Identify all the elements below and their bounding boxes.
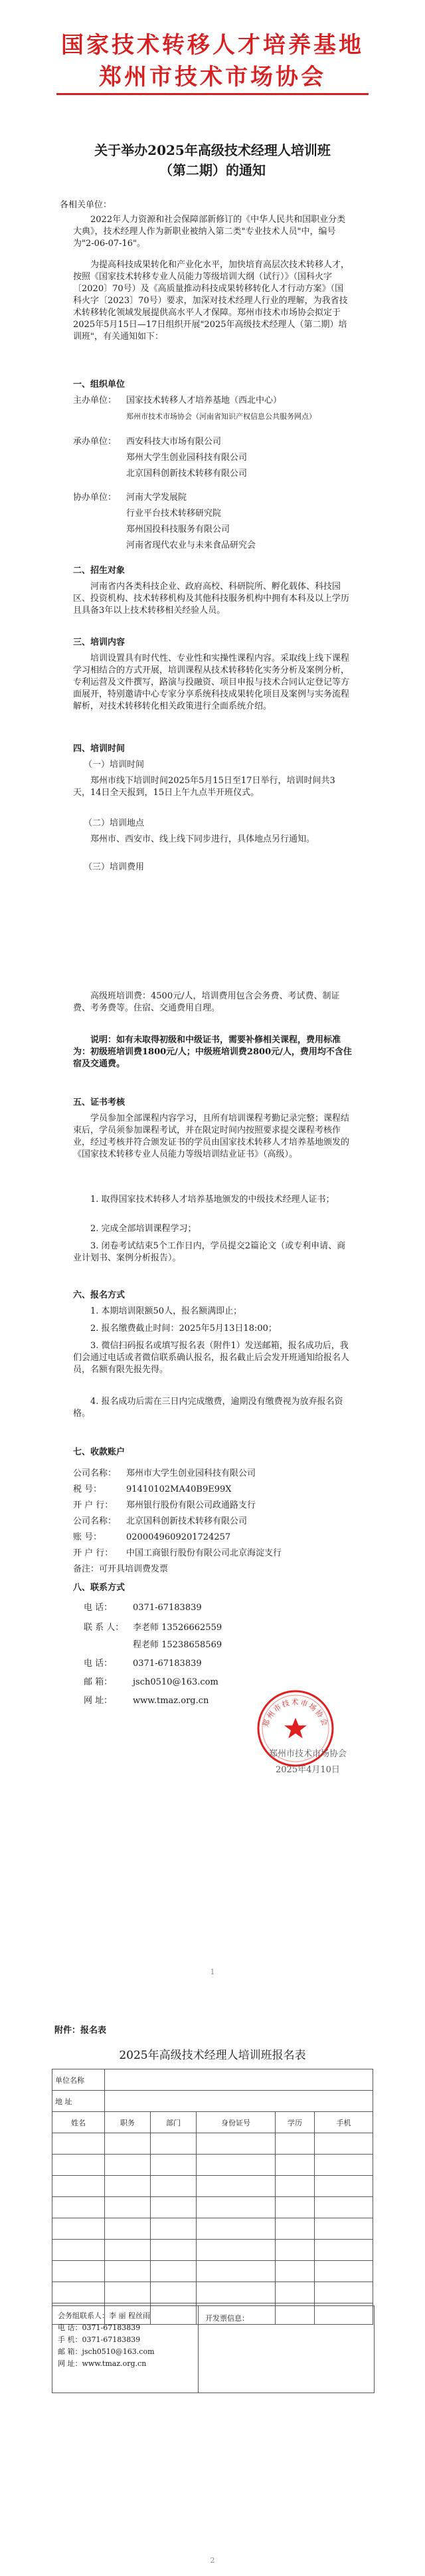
cell[interactable]: [52, 2155, 105, 2176]
s8-site: www.tmaz.org.cn: [133, 1696, 209, 1706]
col-education: 学历: [276, 2112, 315, 2133]
cell[interactable]: [151, 2176, 197, 2197]
s1-organizer-label: 承办单位：: [73, 437, 117, 447]
cell[interactable]: [276, 2176, 315, 2197]
s7-row-1-label: 公司名称：: [73, 1468, 117, 1478]
doc-title-line1: 关于举办2025年高级技术经理人培训班: [94, 142, 331, 158]
s6-heading: 六、报名方式: [73, 1290, 126, 1300]
cell[interactable]: [105, 2261, 151, 2282]
s5-item-1: 1. 取得国家技术转移人才培养基地颁发的中级技术经理人证书；: [90, 1195, 335, 1205]
cell[interactable]: [315, 2282, 373, 2303]
cell[interactable]: [197, 2176, 276, 2197]
cell[interactable]: [197, 2133, 276, 2155]
cell[interactable]: [197, 2261, 276, 2282]
cell[interactable]: [315, 2261, 373, 2282]
table-row: [52, 2176, 373, 2197]
s4-fee-label: （三）培训费用: [84, 862, 145, 872]
cell[interactable]: [105, 2133, 151, 2155]
s6-item-3: 3. 微信扫码报名或填写报名表（附件1）发送邮箱，报名成功后，我们会通过电话或者微信联系确认报名，报名截止后会发开班通知给报名人员，名额有限先报先得。: [73, 1341, 350, 1375]
annex-label: 附件：报名表: [54, 2026, 107, 2036]
table-row: [52, 2091, 373, 2112]
table-header-row: [52, 2112, 373, 2133]
s7-row-2-value: 91410102MA40B9E99X: [126, 1484, 232, 1494]
cell[interactable]: [276, 2197, 315, 2218]
page-number-2: 2: [210, 2556, 215, 2565]
col-phone: 手机: [315, 2112, 373, 2133]
cell[interactable]: [151, 2240, 197, 2261]
s4-time-label: （一）培训时间: [84, 760, 145, 770]
s7-row-6-value: 中国工商银行股份有限公司北京海淀支行: [126, 1548, 282, 1558]
s7-note: 备注：可开具培训费发票: [73, 1564, 169, 1574]
cell[interactable]: [151, 2133, 197, 2155]
seal-text: 郑州市技术市场协会: [261, 1698, 330, 1728]
cell[interactable]: [52, 2282, 105, 2303]
organizer-contact-block: [52, 2306, 199, 2393]
s3-body: 培训设置具有时代性、专业性和实操性课程内容。采取线上线下课程学习相结合的方式开展，培训课程从技术转移转化实务分析及案例分析，专利运营及文件撰写，路演与投融资、项目申报与技术合同认定登记等方面展开，特别邀请中心专家分享系统科技成果转化项目及案例与实务流程解析，对技术转移转化相关政策进行全面系统介绍。: [73, 653, 350, 711]
cell[interactable]: [276, 2133, 315, 2155]
cell[interactable]: [151, 2282, 197, 2303]
address-value-cell[interactable]: [105, 2091, 373, 2112]
s1-co-1: 河南大学发展院: [126, 493, 187, 503]
col-name: 姓名: [52, 2112, 105, 2133]
cell[interactable]: [315, 2133, 373, 2155]
s1-heading: 一、组织单位: [73, 380, 126, 390]
s8-email-label: 邮 箱：: [84, 1677, 113, 1687]
cell[interactable]: [276, 2261, 315, 2282]
s2-heading: 二、招生对象: [73, 566, 126, 576]
table-row: [52, 2240, 373, 2261]
cell[interactable]: [52, 2133, 105, 2155]
intro-para-1: 2022年人力资源和社会保障部新修订的《中华人民共和国职业分类大典》，技术经理人作为新职业被纳入第二类"专业技术人员"中，编号为"2-06-07-16"。: [73, 215, 346, 249]
unit-value-cell[interactable]: [105, 2069, 373, 2091]
page-number-1: 1: [210, 1968, 215, 1976]
s4-heading: 四、培训时间: [73, 744, 126, 754]
footer-line-2: 电 话：0371-67183839: [58, 2323, 141, 2332]
s4-place-body: 郑州市、西安市、线上线下同步进行，具体地点另行通知。: [90, 834, 315, 844]
s1-co-2: 行业平台技术转移研究院: [126, 509, 222, 519]
intro-para-2: 为提高科技成果转化和产业化水平，加快培育高层次技术转移人才，按照《国家技术转移专业人员能力等级培训大纲（试行）》（国科火字〔2020〕70号）及《高质量推动科技成果转移转化人才行动方案》（国科火字〔2023〕70号）要求，加深对技术经理人行业的理解，为我省技术转移转化领域发展提供高水平人才保障。郑州市技术市场协会拟定于2025年5月15日—17日组织开展"2025年高级技术经理人（第二期）培训班"，有关通知如下：: [73, 260, 350, 342]
s2-body: 河南省内各类科技企业、政府高校、科研院所、孵化载体、科技园区、投资机构、技术转移机构及其他科技服务机构中拥有本科及以上学历且具备3年以上技术转移相关经验人员。: [73, 582, 350, 616]
table-row: [52, 2069, 373, 2091]
s7-row-5-value: 0200049609201724257: [126, 1532, 231, 1542]
unit-label: 单位名称: [52, 2069, 105, 2091]
s1-organizer-3: 北京国科创新技术转移有限公司: [126, 469, 248, 479]
s5-item-2: 2. 完成全部培训课程学习；: [90, 1224, 197, 1234]
cell[interactable]: [197, 2240, 276, 2261]
cell[interactable]: [197, 2218, 276, 2240]
cell[interactable]: [197, 2155, 276, 2176]
s1-organizer-1: 西安科技大市场有限公司: [126, 437, 222, 447]
form-footer: [52, 2305, 375, 2393]
s1-co-label: 协办单位：: [73, 493, 117, 503]
s5-body: 学员参加全部课程内容学习，且所有培训课程考勤记录完整；课程结束后，学员须参加课程考试，并在限定时间内按照要求提交课程考核作业，经过考核并符合颁发证书的学员由国家技术转移人才培养基地颁发的《国家技术转移专业人员能力等级培训结业证书》（高级）。: [73, 1113, 350, 1159]
signoff-date: 2025年4月10日: [276, 1765, 340, 1775]
table-row: [52, 2282, 373, 2303]
s7-row-3-value: 郑州银行股份有限公司政通路支行: [126, 1500, 256, 1510]
invoice-info-label: 开发票信息：: [205, 2314, 249, 2323]
s8-phone: 0371-67183839: [133, 1603, 202, 1613]
cell[interactable]: [151, 2218, 197, 2240]
cell[interactable]: [52, 2176, 105, 2197]
cell[interactable]: [276, 2282, 315, 2303]
s8-site-label: 网 址：: [84, 1696, 113, 1706]
s4-place-label: （二）培训地点: [84, 818, 145, 828]
s8-contact-label: 联 系 人：: [84, 1623, 124, 1633]
cell[interactable]: [315, 2197, 373, 2218]
s8-phone-label: 电 话：: [84, 1603, 113, 1613]
red-header-line2: 郑州市技术市场协会: [99, 64, 326, 90]
col-id: 身份证号: [197, 2112, 276, 2133]
cell[interactable]: [276, 2218, 315, 2240]
cell[interactable]: [197, 2282, 276, 2303]
cell[interactable]: [52, 2261, 105, 2282]
cell[interactable]: [105, 2176, 151, 2197]
s8-phone2: 0371-67183839: [133, 1659, 202, 1669]
table-row: [52, 2155, 373, 2176]
s4-fee-note: 说明：如有未取得初级和中级证书，需要补修相关课程，费用标准为：初级班培训费1800元/人；中级班培训费2800元/人，费用均不含住宿及交通费。: [73, 1035, 352, 1069]
s3-heading: 三、培训内容: [73, 638, 126, 647]
s1-co-4: 河南省现代农业与未来食品研究会: [126, 540, 256, 550]
address-label: 地 址: [52, 2091, 105, 2112]
cell[interactable]: [105, 2155, 151, 2176]
s8-contact-2: 程老师 15238658569: [133, 1640, 222, 1650]
signoff-org: 郑州市技术市场协会: [269, 1749, 347, 1759]
s7-row-6-label: 开 户 行：: [73, 1548, 114, 1558]
red-header-line1: 国家技术转移人才培养基地: [61, 32, 364, 59]
cell[interactable]: [151, 2155, 197, 2176]
s4-time-body: 郑州市线下培训时间2025年5月15日至17日举行，培训时间共3天，14日全天报到，15日上午九点半开班仪式。: [73, 776, 335, 798]
s1-host-label: 主办单位：: [73, 396, 117, 406]
footer-line-1: 会务组联系人：李 丽 程丝雨: [58, 2311, 150, 2320]
footer-line-3: 手 机：0371-67183839: [58, 2335, 141, 2344]
s7-row-1-value: 郑州市大学生创业园科技有限公司: [126, 1468, 256, 1478]
cell[interactable]: [276, 2240, 315, 2261]
cell[interactable]: [52, 2218, 105, 2240]
col-title: 职务: [105, 2112, 151, 2133]
table-row: [52, 2197, 373, 2218]
s7-row-2-label: 税 号：: [73, 1484, 102, 1494]
cell[interactable]: [151, 2261, 197, 2282]
s1-co-3: 郑州国投科技服务有限公司: [126, 525, 230, 534]
footer-line-4: 邮 箱：jsch0510@163.com: [58, 2347, 155, 2356]
s8-email: jsch0510@163.com: [133, 1677, 218, 1687]
s1-host-1: 国家技术转移人才培养基地（西北中心）: [126, 396, 282, 406]
cell[interactable]: [105, 2282, 151, 2303]
s4-fee-body: 高级班培训费：4500元/人，培训费用包含会务费、考试费、制证费、考务费等。住宿、交通费用自理。: [73, 991, 340, 1013]
col-dept: 部门: [151, 2112, 197, 2133]
cell[interactable]: [315, 2218, 373, 2240]
s5-item-3: 3. 闭卷考试结束5个工作日内，学员提交2篇论文（或专利申请、商业计划书、案例分析报告）。: [73, 1241, 346, 1263]
table-row: [52, 2133, 373, 2155]
s6-item-1: 1. 本期培训限额50人，报名额满即止；: [90, 1306, 242, 1316]
cell[interactable]: [315, 2176, 373, 2197]
s8-phone2-label: 电 话：: [84, 1659, 113, 1669]
table-row: [52, 2218, 373, 2240]
s1-host-2: 郑州市技术市场协会（河南省知识产权信息公共服务网点）: [126, 412, 316, 421]
cell[interactable]: [151, 2197, 197, 2218]
cell[interactable]: [197, 2197, 276, 2218]
s7-row-4-value: 北京国科创新技术转移有限公司: [126, 1516, 248, 1526]
s5-heading: 五、证书考核: [73, 1098, 126, 1108]
s8-contact-1: 李老师 13526662559: [133, 1623, 222, 1633]
cell[interactable]: [52, 2240, 105, 2261]
s1-organizer-2: 郑州大学生创业园科技有限公司: [126, 453, 248, 463]
table-row: [52, 2261, 373, 2282]
s6-item-2: 2. 报名缴费截止时间：2025年5月13日18:00；: [90, 1324, 277, 1334]
cell[interactable]: [105, 2240, 151, 2261]
cell[interactable]: [315, 2240, 373, 2261]
s7-heading: 七、收款账户: [73, 1447, 126, 1457]
cell[interactable]: [105, 2197, 151, 2218]
form-title: 2025年高级技术经理人培训班报名表: [119, 2049, 306, 2062]
s7-row-5-label: 账 号：: [73, 1532, 102, 1542]
salutation: 各相关单位：: [60, 200, 112, 210]
s6-item-4: 4. 报名成功后需在三日内完成缴费，逾期没有缴费视为放弃报名资格。: [73, 1397, 343, 1419]
s7-row-4-label: 公司名称：: [73, 1516, 117, 1526]
doc-title-line2: （第二期）的通知: [159, 162, 266, 178]
cell[interactable]: [52, 2197, 105, 2218]
s8-heading: 八、联系方式: [73, 1583, 126, 1593]
footer-line-5: 网 址：www.tmaz.org.cn: [58, 2359, 147, 2368]
cell[interactable]: [276, 2155, 315, 2176]
registration-form-table: [52, 2069, 373, 2325]
red-divider: [56, 93, 369, 95]
cell[interactable]: [315, 2155, 373, 2176]
s7-row-3-label: 开 户 行：: [73, 1500, 114, 1510]
cell[interactable]: [105, 2218, 151, 2240]
